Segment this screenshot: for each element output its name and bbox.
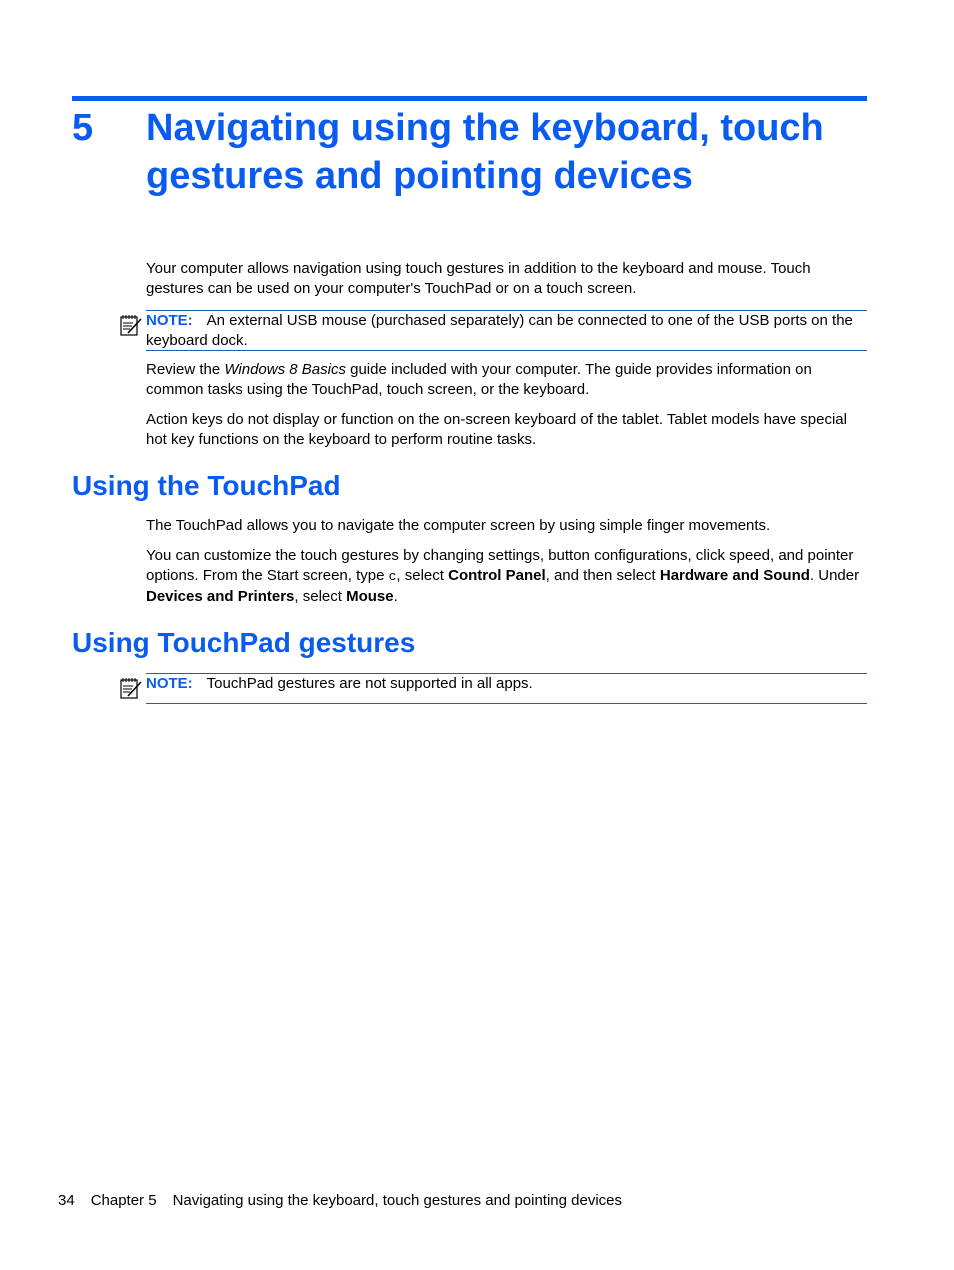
p-text: , select xyxy=(294,588,347,605)
note-label: NOTE: xyxy=(146,675,193,692)
section-heading-gestures: Using TouchPad gestures xyxy=(72,627,416,658)
footer-chapter-title: Navigating using the keyboard, touch gestures and pointing devices xyxy=(172,1192,623,1209)
p-text: , and then select xyxy=(545,567,660,584)
devices-and-printers-term: Devices and Printers xyxy=(146,588,295,605)
page-footer xyxy=(58,1191,638,1211)
hardware-and-sound-term: Hardware and Sound xyxy=(659,567,810,584)
note-text: TouchPad gestures are not supported in all apps. xyxy=(206,675,533,692)
footer-chapter-label: Chapter 5 xyxy=(90,1192,157,1209)
control-panel-term: Control Panel xyxy=(448,567,546,584)
chapter-top-rule xyxy=(72,96,867,101)
intro-paragraph-1: Your computer allows navigation using touch gestures in addition to the keyboard and mouse. Touch gestures can be used on your computer's TouchPad or on a touch screen. xyxy=(146,260,811,297)
chapter-title: Navigating using the keyboard, touch gestures and pointing devices xyxy=(146,107,824,197)
note-label: NOTE: xyxy=(146,312,193,329)
p2-text-after: guide included with your computer. The guide provides information on common tasks using the TouchPad, touch screen, or the keyboard. xyxy=(146,361,812,398)
note-icon xyxy=(119,313,143,337)
typed-key-code: c xyxy=(388,569,397,584)
page-number: 34 xyxy=(58,1192,75,1209)
mouse-term: Mouse xyxy=(346,588,394,605)
intro-paragraph-3: Action keys do not display or function on the on-screen keyboard of the tablet. Tablet models have special hot key functions on the keyboard to perform routine tasks. xyxy=(146,411,847,448)
intro-paragraph-2 xyxy=(146,360,867,400)
touchpad-paragraph-2 xyxy=(146,546,867,607)
touchpad-paragraph-1: The TouchPad allows you to navigate the computer screen by using simple finger movements. xyxy=(146,517,771,534)
p-text: . xyxy=(393,588,398,605)
section-heading-touchpad: Using the TouchPad xyxy=(72,470,341,501)
note-icon xyxy=(119,676,143,700)
note-text: An external USB mouse (purchased separately) can be connected to one of the USB ports on the keyboard dock. xyxy=(146,312,853,349)
p-text: You can customize the touch gestures by changing settings, button configurations, click speed, and pointer options. From the Start screen, type xyxy=(146,547,854,584)
p-text: , select xyxy=(396,567,449,584)
p-text: . Under xyxy=(809,567,860,584)
note-usb-mouse xyxy=(146,310,867,351)
note-gestures-support xyxy=(146,673,867,704)
chapter-number: 5 xyxy=(72,107,94,149)
windows-basics-guide-title: Windows 8 Basics xyxy=(224,361,346,378)
p2-text-before: Review the xyxy=(146,361,225,378)
